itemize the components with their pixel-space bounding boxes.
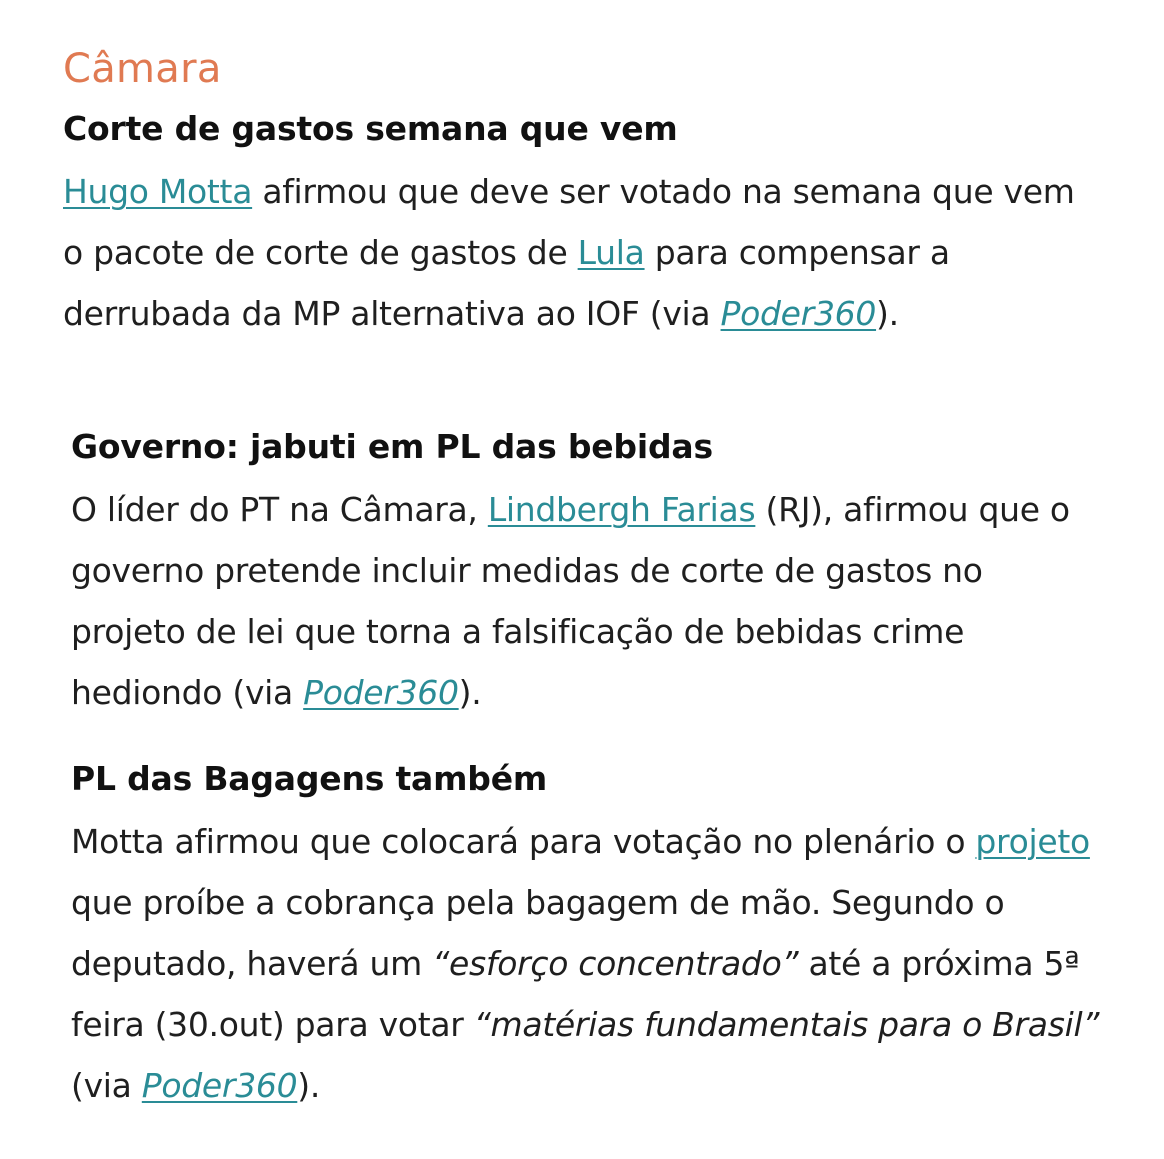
body-text-end: ). bbox=[297, 1066, 321, 1105]
body-text: até a próxima 5ª feira (30.out) para votar bbox=[71, 944, 1080, 1044]
body-text: (via bbox=[71, 1066, 142, 1105]
news-item-heading: Governo: jabuti em PL das bebidas bbox=[71, 427, 713, 466]
person-link-lula[interactable]: Lula bbox=[577, 233, 645, 272]
news-item-heading: Corte de gastos semana que vem bbox=[63, 109, 678, 148]
body-text: para compensar a derrubada da MP alternativa ao IOF (via bbox=[63, 233, 950, 333]
quote-materias-fundamentais: “matérias fundamentais para o Brasil” bbox=[473, 1005, 1100, 1044]
body-text-end: ). bbox=[876, 294, 899, 333]
quote-esforco-concentrado: “esforço concentrado” bbox=[432, 944, 799, 983]
body-text: (RJ), afirmou que o governo pretende incluir medidas de corte de gastos no projeto de lei que torna a falsificação de bebidas crime hediondo (via bbox=[71, 490, 1070, 712]
news-item-body bbox=[71, 811, 1101, 1116]
news-item-body bbox=[71, 479, 1101, 723]
person-link-lindbergh-farias[interactable]: Lindbergh Farias bbox=[487, 490, 756, 529]
source-link-poder360[interactable]: Poder360 bbox=[303, 673, 459, 712]
news-item-body bbox=[63, 161, 1093, 344]
body-text: afirmou que deve ser votado na semana que vem o pacote de corte de gastos de bbox=[63, 172, 1075, 272]
person-link-hugo-motta[interactable]: Hugo Motta bbox=[63, 172, 253, 211]
news-item-corte-de-gastos bbox=[63, 109, 1093, 344]
news-item-pl-bebidas bbox=[71, 427, 1101, 723]
body-text-end: ). bbox=[458, 673, 482, 712]
news-item-heading: PL das Bagagens também bbox=[71, 759, 548, 798]
body-text: que proíbe a cobrança pela bagagem de mão. Segundo o deputado, haverá um bbox=[71, 883, 1005, 983]
section-title: Câmara bbox=[63, 46, 222, 92]
projeto-link[interactable]: projeto bbox=[975, 822, 1090, 861]
body-text: Motta afirmou que colocará para votação no plenário o bbox=[71, 822, 976, 861]
source-link-poder360[interactable]: Poder360 bbox=[720, 294, 877, 333]
news-item-pl-bagagens bbox=[71, 759, 1101, 1116]
body-text: O líder do PT na Câmara, bbox=[71, 490, 488, 529]
source-link-poder360[interactable]: Poder360 bbox=[141, 1066, 298, 1105]
